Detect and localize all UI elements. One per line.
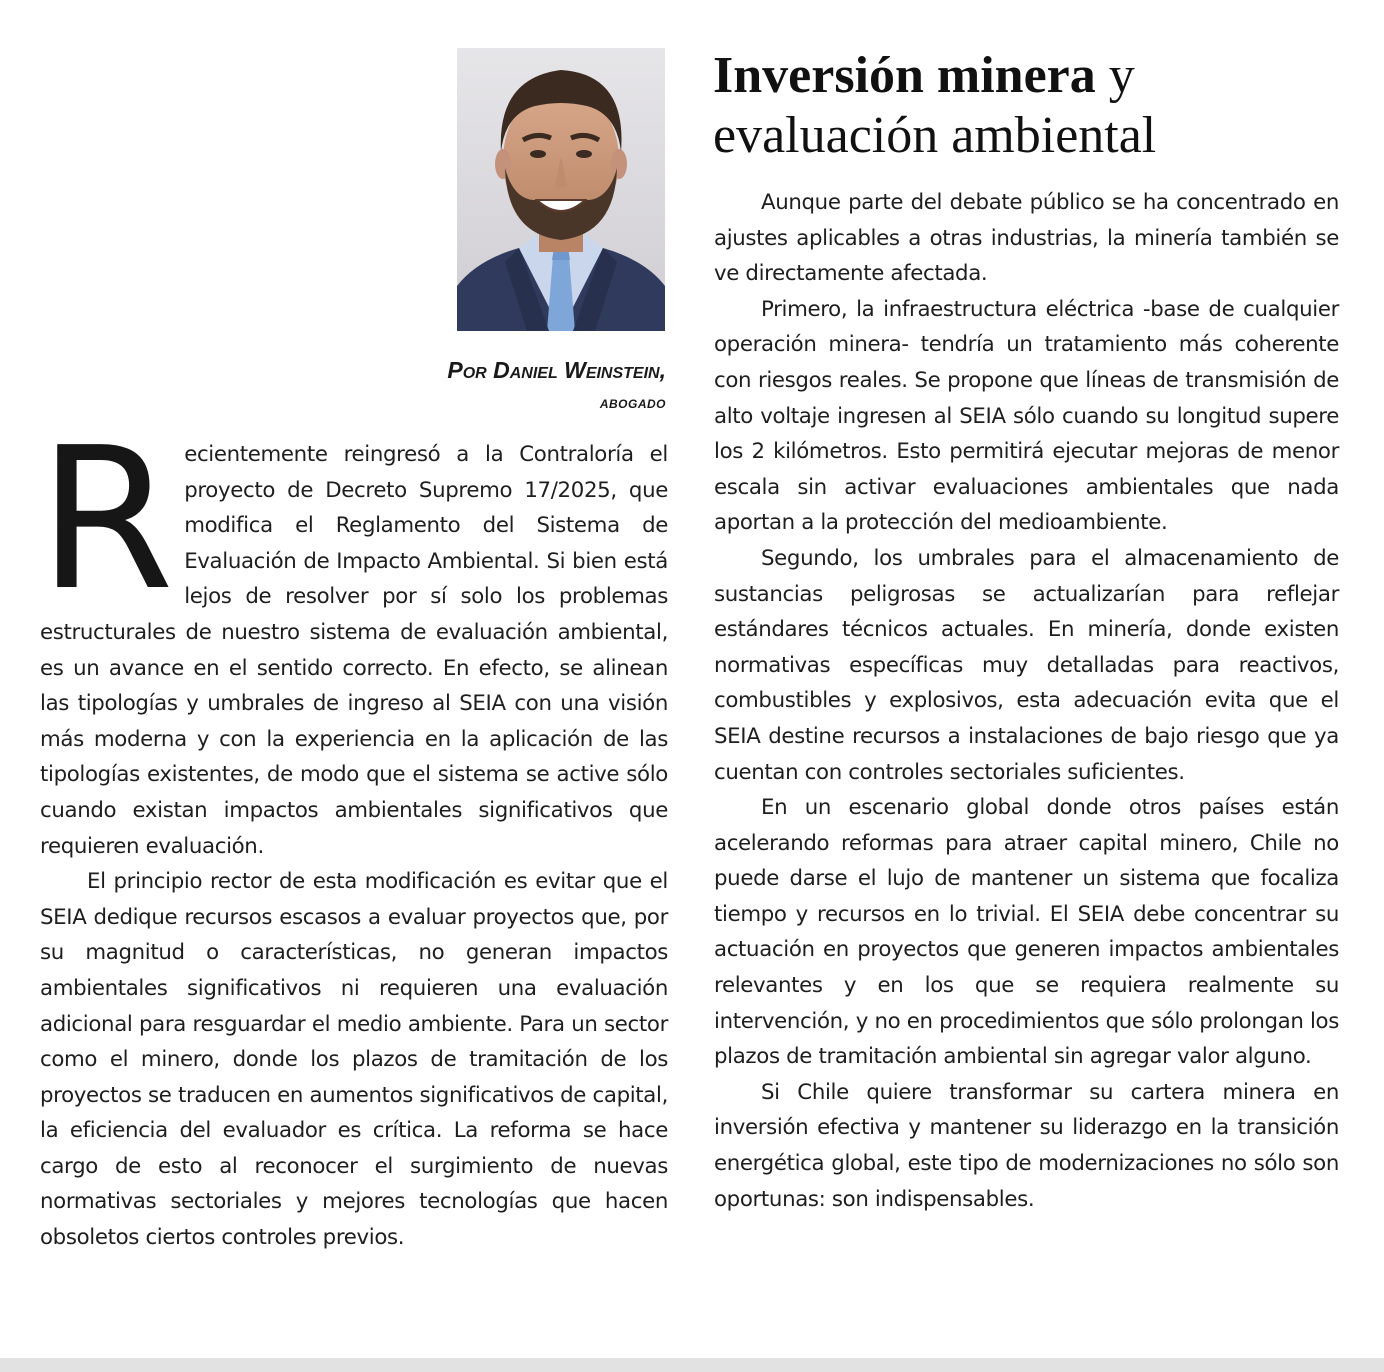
headline-second-line: evaluación ambiental	[713, 107, 1157, 164]
drop-cap: R	[38, 406, 175, 634]
body-paragraph: Aunque parte del debate público se ha concentrado en ajustes aplicables a otras industrias, la minería también se ve directamente afectada.	[714, 190, 1339, 287]
headline-connector: y	[1095, 47, 1135, 104]
body-paragraph: Si Chile quiere transformar su cartera minera en inversión efectiva y mantener su liderazgo en la transición energética global, este tipo de modernizaciones no sólo son oportunas: son indispensables.	[714, 1079, 1339, 1212]
body-paragraph: Primero, la infraestructura eléctrica -base de cualquier operación minera- tendría un tratamiento más coherente con riesgos reales. Se propone que líneas de transmisión de alto voltaje ingresen al SEIA sólo cuando su longitud supere los 2 kilómetros. Esto permitirá ejecutar mejoras de menor escala sin activar evaluaciones ambientales que nada aportan a la protección del medioambiente.	[714, 296, 1339, 536]
article-column-right	[714, 185, 1339, 1217]
article-column-left	[38, 406, 668, 1256]
author-byline	[447, 352, 666, 417]
author-name: Por Daniel Weinstein,	[447, 357, 666, 383]
author-portrait-image	[457, 48, 665, 331]
body-paragraph: En un escenario global donde otros países están acelerando reformas para atraer capital minero, Chile no puede darse el lujo de mantener un sistema que focaliza tiempo y recursos en lo trivial. El SEIA debe concentrar su actuación en proyectos que generen impactos ambientales relevantes y en los que se requiera realmente su intervención, y no en procedimientos que sólo prolongan los plazos de tramitación ambiental sin agregar valor alguno.	[714, 795, 1339, 1070]
article-headline	[713, 46, 1353, 166]
headline-bold-part: Inversión minera	[713, 47, 1096, 104]
lead-paragraph	[38, 406, 668, 864]
body-paragraph: Segundo, los umbrales para el almacenamiento de sustancias peligrosas se actualizarían para reflejar estándares técnicos actuales. En minería, donde existen normativas específicas muy detalladas para reactivos, combustibles y explosivos, esta adecuación evita que el SEIA destine recursos a instalaciones de bajo riesgo que ya cuentan con controles sectoriales suficientes.	[714, 545, 1339, 785]
body-paragraph: El principio rector de esta modificación es evitar que el SEIA dedique recursos escasos a evaluar proyectos que, por su magnitud o características, no generan impactos ambientales significativos ni requieren una evaluación adicional para resguardar el medio ambiente. Para un sector como el minero, donde los plazos de tramitación de los proyectos se traducen en aumentos significativos de capital, la eficiencia del evaluador es crítica. La reforma se hace cargo de esto al reconocer el surgimiento de nuevas normativas sectoriales y mejores tecnologías que hacen obsoletos ciertos controles previos.	[40, 869, 668, 1251]
author-photo	[457, 48, 665, 331]
author-role: abogado	[599, 393, 666, 413]
lead-paragraph-text: ecientemente reingresó a la Contraloría el proyecto de Decreto Supremo 17/2025, que modifica el Reglamento del Sistema de Evaluación de Impacto Ambiental. Si bien está lejos de resolver por sí solo los problemas estructurales de nuestro sistema de evaluación ambiental, es un avance en el sentido correcto. En efecto, se alinean las tipologías y umbrales de ingreso al SEIA con una visión más moderna y con la experiencia en la aplicación de las tipologías existentes, de modo que el sistema se active sólo cuando existan impactos ambientales significativos que requieren evaluación.	[40, 442, 668, 859]
page-bottom-edge	[0, 1358, 1384, 1372]
